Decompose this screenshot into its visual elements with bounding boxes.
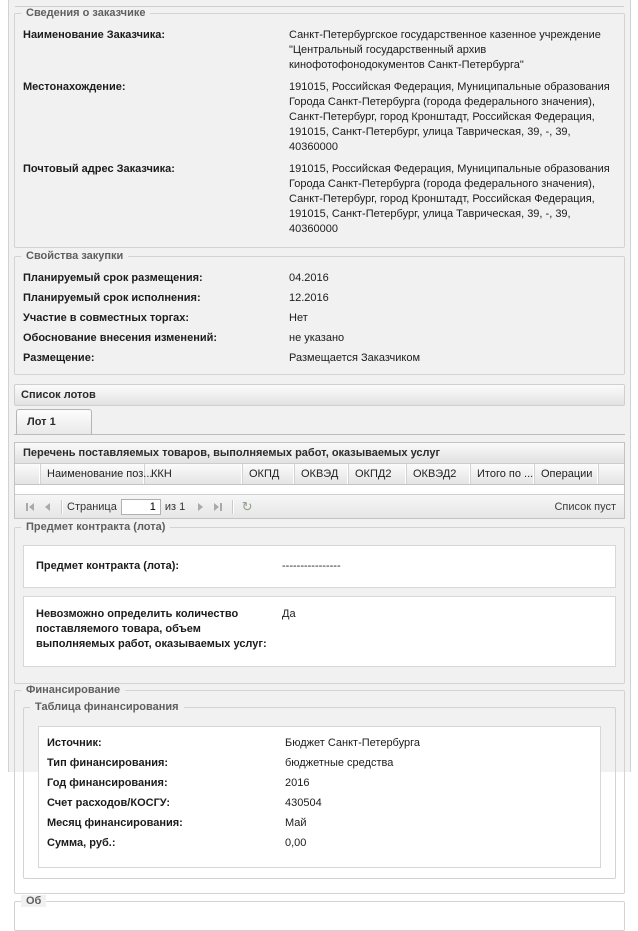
contract-subject-value: ---------------- xyxy=(282,560,341,572)
items-grid-empty-body xyxy=(15,485,624,494)
financing-type-label: Тип финансирования: xyxy=(47,757,169,769)
financing-type-value: бюджетные средства xyxy=(285,757,394,769)
placement-term-row xyxy=(23,271,616,286)
lots-panel-title: Список лотов xyxy=(21,389,96,401)
fieldset-financing-table-legend: Таблица финансирования xyxy=(30,701,184,713)
fieldset-customer-legend: Сведения о заказчике xyxy=(21,7,150,19)
toolbar-separator xyxy=(61,500,62,514)
col-okpd2[interactable]: ОКПД2 xyxy=(349,464,407,484)
lots-panel-header xyxy=(14,384,625,406)
paging-toolbar xyxy=(15,494,624,518)
financing-month-value: Май xyxy=(285,817,307,829)
placement-term-label: Планируемый срок размещения: xyxy=(23,272,203,284)
joint-bidding-row xyxy=(23,311,616,326)
toolbar-separator xyxy=(232,500,233,514)
change-reason-label: Обоснование внесения изменений: xyxy=(23,332,218,344)
quantity-undetermined-box xyxy=(23,596,616,667)
contract-subject-row xyxy=(36,559,607,574)
change-reason-value: не указано xyxy=(289,332,345,344)
col-okved[interactable]: ОКВЭД xyxy=(295,464,349,484)
financing-year-row xyxy=(47,776,592,791)
financing-account-label: Счет расходов/КОСГУ: xyxy=(47,797,171,809)
items-grid-title: Перечень поставляемых товаров, выполняемых работ, оказываемых услуг xyxy=(23,447,441,459)
customer-location-row xyxy=(23,80,616,155)
customer-name-label: Наименование Заказчика: xyxy=(23,29,166,41)
col-total[interactable]: Итого по ... xyxy=(471,464,535,484)
joint-bidding-value: Нет xyxy=(289,312,308,324)
financing-box xyxy=(38,726,601,868)
col-okved2[interactable]: ОКВЭД2 xyxy=(407,464,471,484)
content-panel xyxy=(8,0,631,907)
financing-year-value: 2016 xyxy=(285,777,310,789)
col-filler xyxy=(599,464,624,484)
last-page-icon[interactable] xyxy=(209,498,227,516)
col-operations[interactable]: Операции xyxy=(535,464,599,484)
execution-term-row xyxy=(23,291,616,306)
fieldset-financing-legend: Финансирование xyxy=(21,684,125,696)
financing-source-value: Бюджет Санкт-Петербурга xyxy=(285,737,420,749)
fieldset-contract-legend: Предмет контракта (лота) xyxy=(21,521,170,533)
placement-value: Размещается Заказчиком xyxy=(289,352,421,364)
tab-lot-1[interactable] xyxy=(16,409,92,434)
customer-location-value: 191015, Российская Федерация, Муниципальные образования Города Санкт-Петербурга (города федерального значения), Санкт-Петербург, город Кронштадт, Российская Федерация, 191015, Санкт-Петербург, улица Таврическая, 39, -, 39, 40360000 xyxy=(289,81,610,153)
items-grid xyxy=(14,442,625,519)
execution-term-label: Планируемый срок исполнения: xyxy=(23,292,201,304)
placement-label: Размещение: xyxy=(23,352,95,364)
cutoff-panel-edge xyxy=(15,0,624,7)
execution-term-value: 12.2016 xyxy=(289,292,329,304)
items-grid-header-row xyxy=(15,464,624,485)
page-of-label: из 1 xyxy=(164,500,186,513)
col-okpd[interactable]: ОКПД xyxy=(243,464,295,484)
contract-subject-box xyxy=(23,545,616,588)
financing-source-row xyxy=(47,736,592,751)
tab-lot-1-label: Лот 1 xyxy=(27,416,56,428)
joint-bidding-label: Участие в совместных торгах: xyxy=(23,312,190,324)
financing-month-row xyxy=(47,816,592,831)
customer-postal-value: 191015, Российская Федерация, Муниципальные образования Города Санкт-Петербурга (города федерального значения), Санкт-Петербург, город Кронштадт, Российская Федерация, 191015, Санкт-Петербург, улица Таврическая, 39, -, 39, 40360000 xyxy=(289,163,610,235)
col-row-numberer xyxy=(15,464,41,484)
customer-name-row xyxy=(23,28,616,73)
page-label: Страница xyxy=(67,500,117,513)
customer-postal-row xyxy=(23,162,616,237)
col-kkn[interactable]: ККН xyxy=(145,464,243,484)
fieldset-purchase-legend: Свойства закупки xyxy=(21,250,128,262)
financing-account-row xyxy=(47,796,592,811)
financing-sum-label: Сумма, руб.: xyxy=(47,837,116,849)
customer-postal-label: Почтовый адрес Заказчика: xyxy=(23,163,175,175)
contract-subject-label: Предмет контракта (лота): xyxy=(36,560,180,572)
fieldset-financing xyxy=(14,684,625,894)
fieldset-contract-subject xyxy=(14,521,625,684)
customer-location-label: Местонахождение: xyxy=(23,81,126,93)
quantity-undetermined-value: Да xyxy=(282,608,296,620)
fieldset-customer-info xyxy=(14,7,625,248)
page-number-input[interactable] xyxy=(121,499,161,515)
prev-page-icon[interactable] xyxy=(38,498,56,516)
customer-name-value: Санкт-Петербургское государственное казенное учреждение "Центральный государственный архив кинофотофонодокументов Санкт-Петербурга" xyxy=(289,29,601,71)
fieldset-bottom-cutoff xyxy=(14,895,625,931)
placement-term-value: 04.2016 xyxy=(289,272,329,284)
first-page-icon[interactable] xyxy=(20,498,38,516)
grid-empty-text: Список пуст xyxy=(554,500,616,513)
items-grid-title-bar xyxy=(15,443,624,464)
refresh-icon[interactable]: ↻ xyxy=(241,499,253,514)
col-item-name[interactable]: Наименование поз... xyxy=(41,464,145,484)
financing-year-label: Год финансирования: xyxy=(47,777,168,789)
financing-sum-value: 0,00 xyxy=(285,837,307,849)
fieldset-financing-table xyxy=(23,701,616,879)
financing-sum-row xyxy=(47,836,592,851)
fieldset-bottom-cutoff-legend: Об xyxy=(21,895,46,907)
financing-month-label: Месяц финансирования: xyxy=(47,817,183,829)
placement-row xyxy=(23,351,616,366)
lots-tab-strip xyxy=(14,408,625,435)
quantity-undetermined-row xyxy=(36,607,607,652)
financing-source-label: Источник: xyxy=(47,737,102,749)
next-page-icon[interactable] xyxy=(191,498,209,516)
change-reason-row xyxy=(23,331,616,346)
fieldset-purchase-props xyxy=(14,250,625,375)
financing-type-row xyxy=(47,756,592,771)
quantity-undetermined-label: Невозможно определить количество поставляемого товара, объем выполняемых работ, оказываемых услуг: xyxy=(36,608,267,650)
financing-account-value: 430504 xyxy=(285,797,322,809)
